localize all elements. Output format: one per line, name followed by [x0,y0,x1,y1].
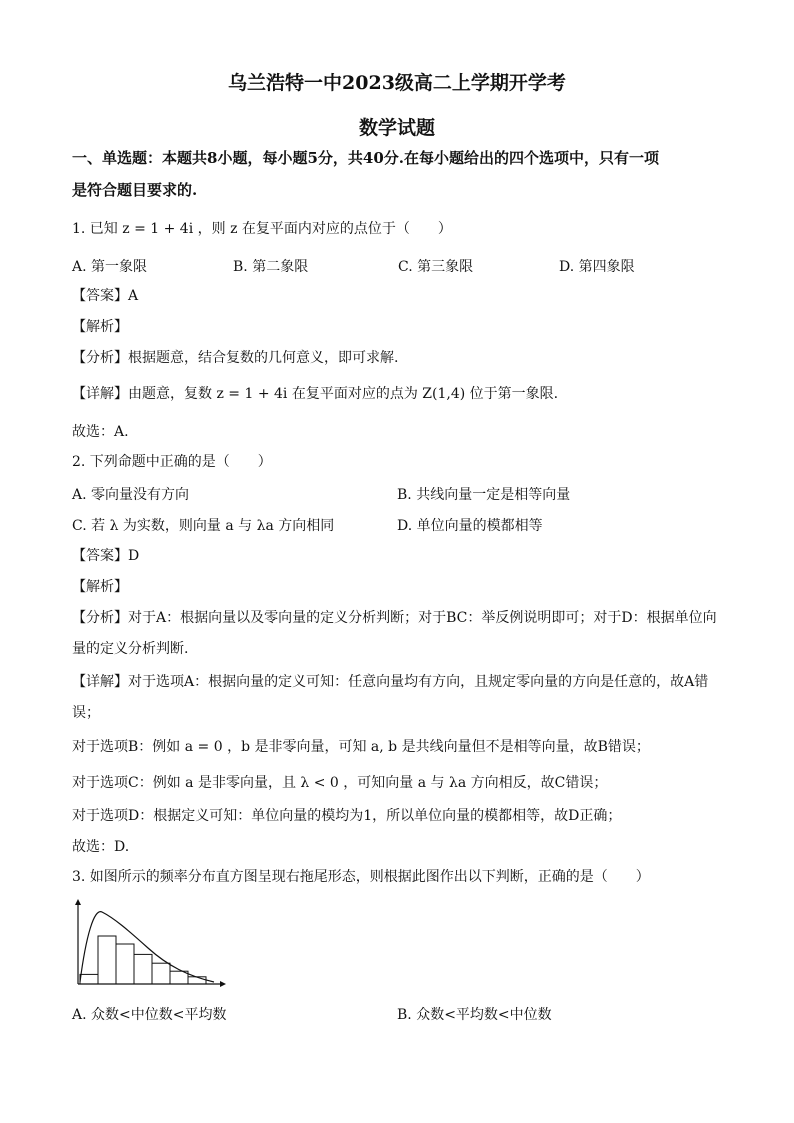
q3-option-b: B. 众数<平均数<中位数 [397,1007,552,1023]
histogram-bar [170,971,188,984]
q1-stem: 1. 已知 z = 1 + 4i ，则 z 在复平面内对应的点位于（ ） [72,221,452,237]
q2-fenxi-line1: 【分析】对于A：根据向量以及零向量的定义分析判断；对于BC：举反例说明即可；对于D：根据单位向 [72,610,717,626]
q2-answer: 【答案】D [72,548,140,564]
section-heading-line2: 是符合题目要求的. [72,181,198,199]
q2-detail-option-b: 对于选项B：例如 a = 0 ，b 是非零向量，可知 a, b 是共线向量但不是相等向量，故B错误； [72,739,650,755]
q1-option-b: B. 第二象限 [233,259,309,275]
q1-conclusion: 故选：A. [72,424,129,440]
q2-conclusion: 故选：D. [72,839,130,855]
q2-option-a: A. 零向量没有方向 [72,487,190,503]
q2-stem: 2. 下列命题中正确的是（ ） [72,454,272,470]
q3-stem: 3. 如图所示的频率分布直方图呈现右拖尾形态，则根据此图作出以下判断，正确的是（ ） [72,869,650,885]
y-axis-arrow [75,899,81,905]
q3-histogram-figure [68,896,228,992]
histogram-bar [98,936,116,984]
q1-answer: 【答案】A [72,288,139,304]
section-heading-line1: 一、单选题：本题共8小题，每小题5分，共40分.在每小题给出的四个选项中，只有一项 [72,149,659,167]
exam-title: 乌兰浩特一中2023级高二上学期开学考 [228,72,566,94]
q2-xiangjie-line1: 【详解】对于选项A：根据向量的定义可知：任意向量均有方向，且规定零向量的方向是任意的，故A错 [72,674,709,690]
q3-option-a: A. 众数<中位数<平均数 [72,1007,227,1023]
exam-subtitle: 数学试题 [358,117,435,139]
q2-jiexi: 【解析】 [72,579,128,595]
q2-detail-option-c: 对于选项C：例如 a 是非零向量，且 λ < 0 ，可知向量 a 与 λa 方向相反，故C错误； [72,775,608,791]
q2-xiangjie-line2: 误； [72,705,100,721]
histogram-bar [116,944,134,984]
q2-option-d: D. 单位向量的模都相等 [397,518,543,534]
q1-option-a: A. 第一象限 [72,259,148,275]
q2-fenxi-line2: 量的定义分析判断. [72,641,189,657]
q1-option-d: D. 第四象限 [559,259,635,275]
q2-detail-option-d: 对于选项D：根据定义可知：单位向量的模均为1，所以单位向量的模都相等，故D正确； [72,808,622,824]
histogram-bar [152,963,170,984]
q1-fenxi: 【分析】根据题意，结合复数的几何意义，即可求解. [72,350,399,366]
histogram-bar [80,974,98,984]
q1-jiexi: 【解析】 [72,319,128,335]
distribution-curve [80,912,214,982]
q2-option-c: C. 若 λ 为实数，则向量 a 与 λa 方向相同 [72,518,335,534]
q2-option-b: B. 共线向量一定是相等向量 [397,487,571,503]
histogram-bar [134,954,152,984]
q1-xiangjie: 【详解】由题意，复数 z = 1 + 4i 在复平面对应的点为 Z(1,4) 位于第一象限. [72,386,559,402]
x-axis-arrow [220,981,226,987]
q1-option-c: C. 第三象限 [398,259,474,275]
histogram-bar [188,977,206,984]
